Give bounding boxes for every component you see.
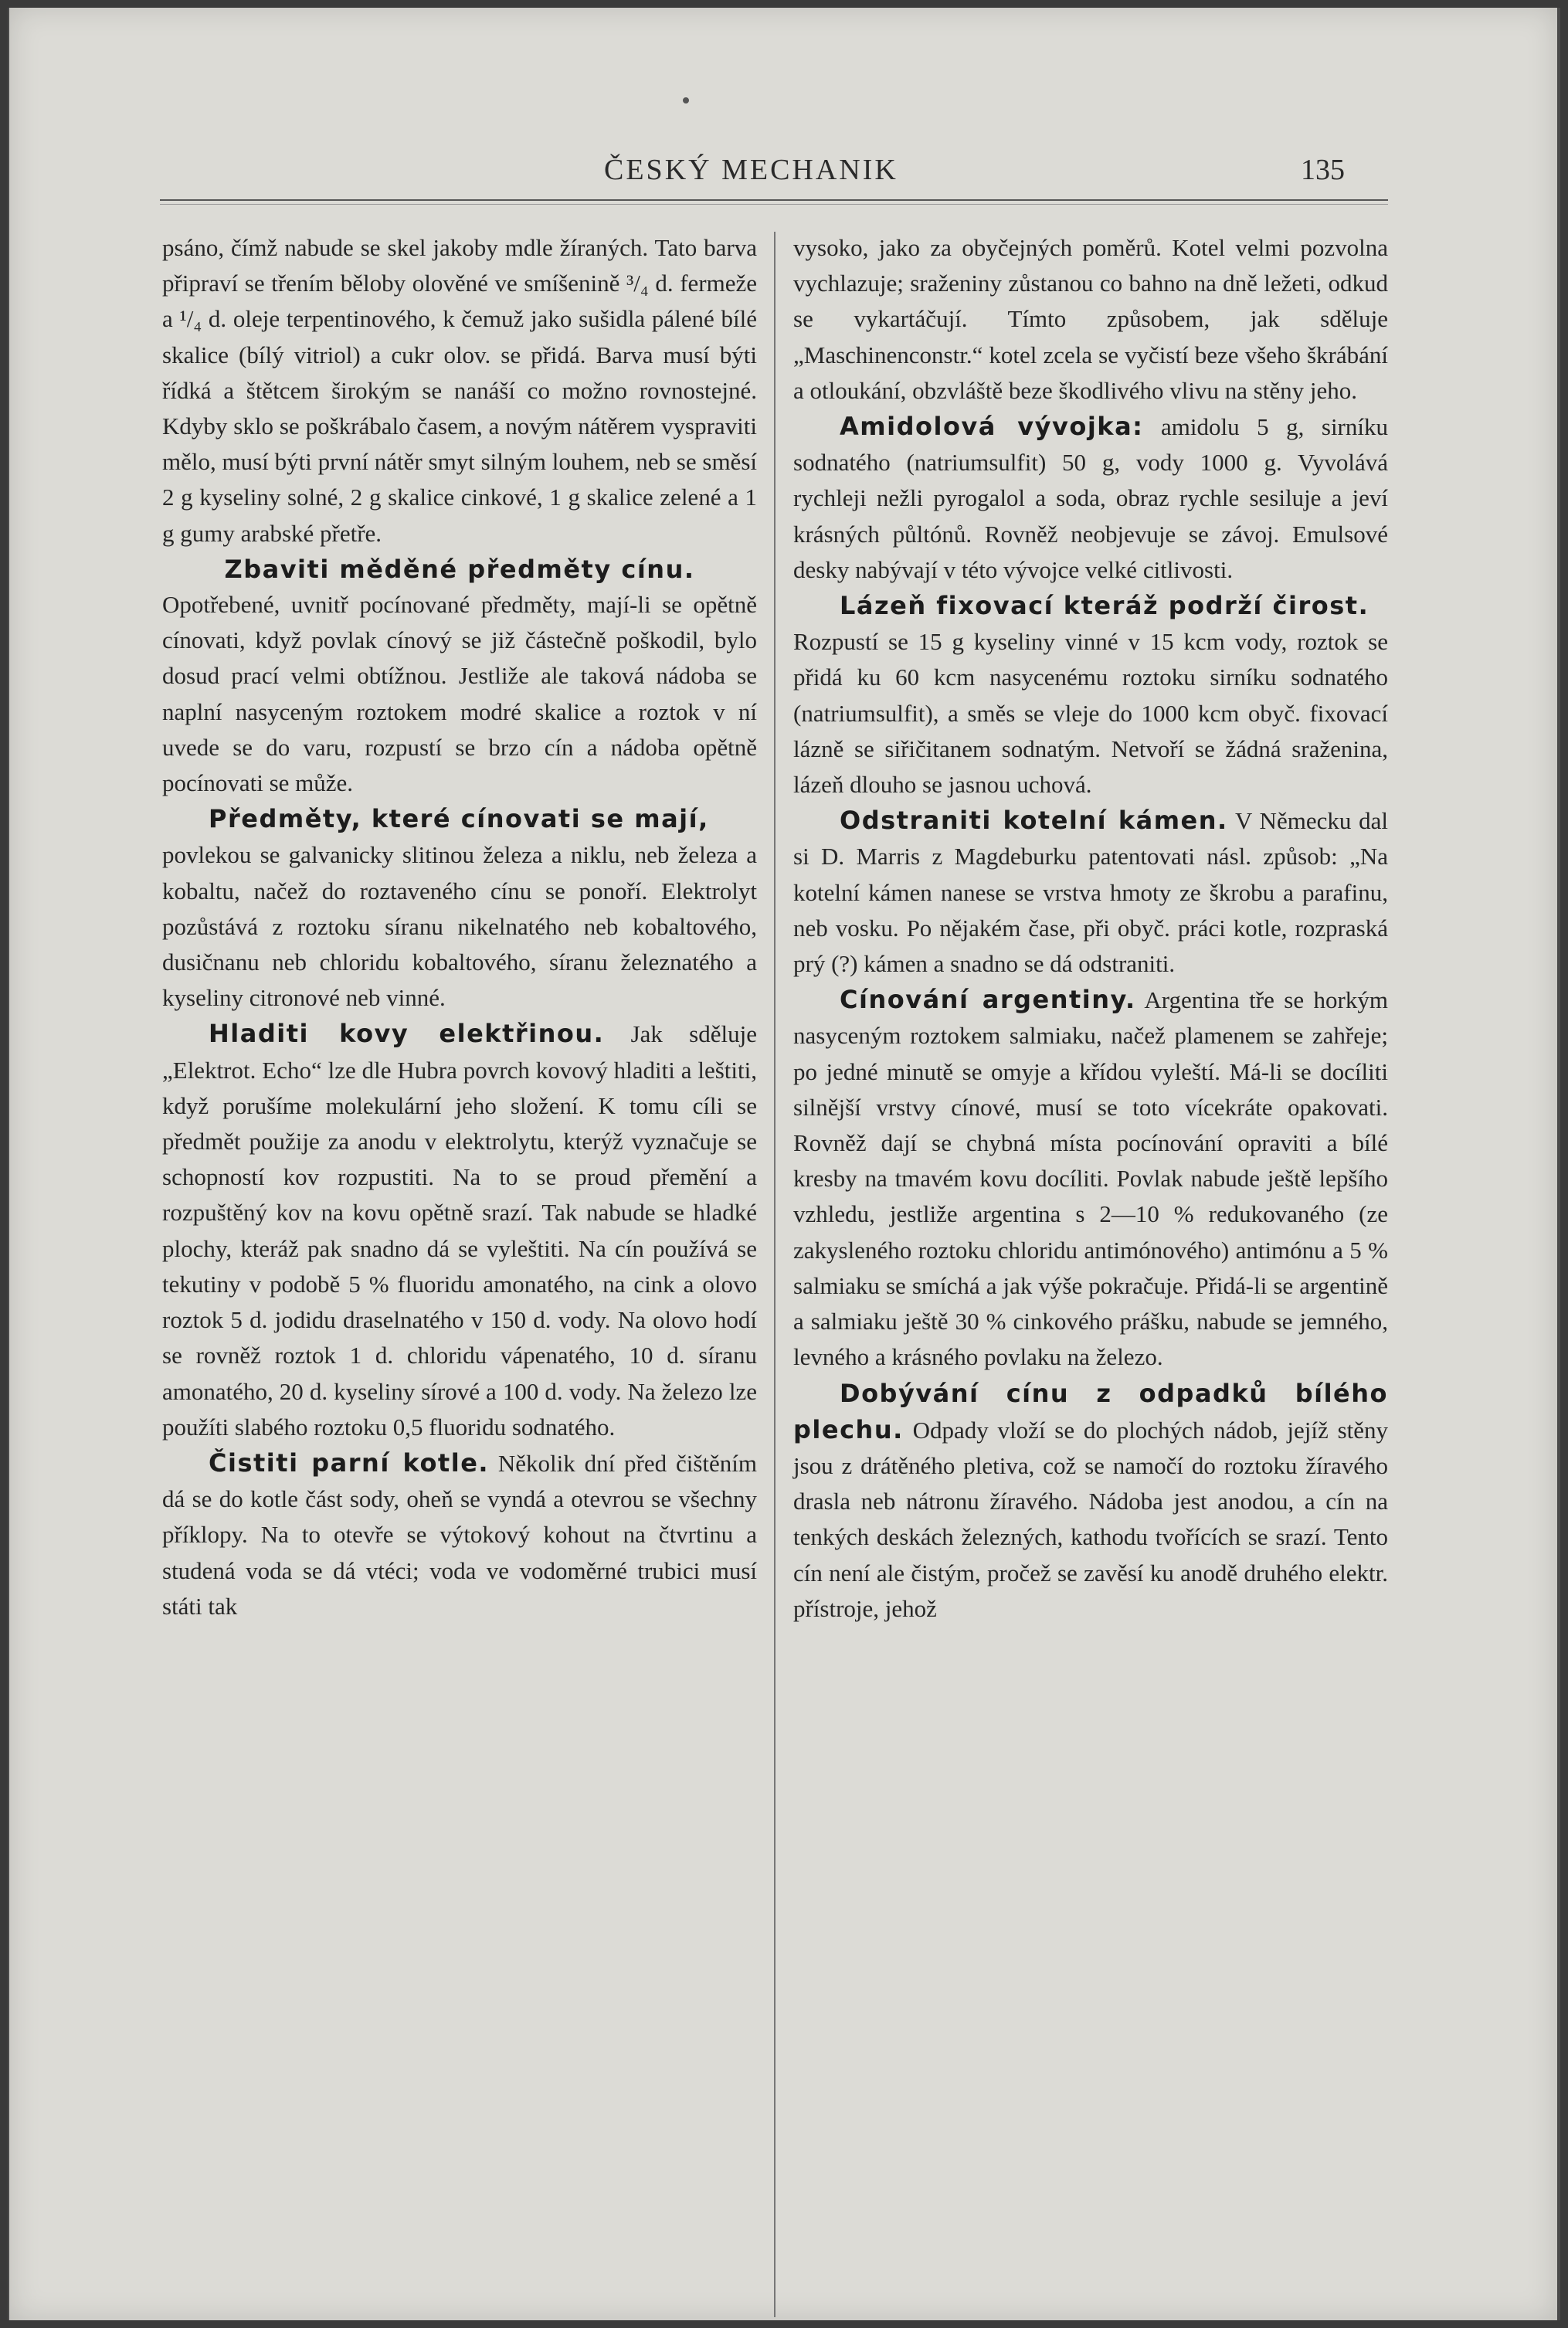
right-column bbox=[793, 230, 1388, 1627]
section-heading: Dobývání cínu z odpadků bílého plechu. bbox=[793, 1378, 1388, 1444]
section-heading: Odstraniti kotelní kámen. bbox=[840, 806, 1228, 836]
entry-paragraph bbox=[162, 1445, 757, 1624]
section-heading: Předměty, které cínovati se mají, bbox=[209, 804, 709, 834]
paragraph-text: Několik dní před čištěním dá se do kotle část sody, oheň se vyndá a otevrou se všechny příklopy. Na to otevře se výtokový kohout na čtvrtinu a studená voda se dá vtéci; voda ve vodoměrné trubici musí státi tak bbox=[162, 1449, 757, 1620]
section-heading: Čistiti parní kotle. bbox=[209, 1447, 490, 1478]
section-heading: Hladiti kovy elektřinou. bbox=[209, 1019, 605, 1049]
column-divider bbox=[774, 232, 776, 2317]
running-head: ČESKÝ MECHANIK bbox=[604, 154, 898, 186]
entry-paragraph bbox=[793, 1376, 1388, 1627]
section-heading: Lázeň fixovací kteráž podrží čirost. bbox=[840, 591, 1369, 621]
page-sheet bbox=[9, 6, 1557, 2322]
paragraph: vysoko, jako za obyčejných poměrů. Kotel velmi pozvolna vychlazuje; sraženiny zůstanou co bahno na dně ležeti, odkud se vykartáčují. Tímto způsobem, jak sděluje „Maschinenconstr.“ kotel zcela se vyčistí beze všeho škrábání a otloukání, obzvláště beze škodlivého vlivu na stěny jeho. bbox=[793, 234, 1388, 404]
entry-paragraph bbox=[793, 803, 1388, 982]
section-heading: Cínování argentiny. bbox=[840, 985, 1136, 1015]
entry-paragraph bbox=[162, 1016, 757, 1444]
left-column bbox=[162, 230, 757, 1624]
paragraph-text: Odpady vloží se do plochých nádob, jejíž stěny jsou z drátěného pletiva, což se namočí do roztoku žíravého drasla neb nátronu žíravého. Nádoba jest anodou, a cín na tenkých deskách železných, kathodu tvořících se srazí. Tento cín není ale čistým, pročež se zavěsí ku anodě druhého elektr. přístroje, jehož bbox=[793, 1416, 1389, 1622]
section-heading: Zbaviti měděné předměty cínu. bbox=[224, 554, 695, 584]
paragraph: povlekou se galvanicky slitinou železa a niklu, neb železa a kobaltu, načež do roztaveného cínu se ponoří. Elektrolyt pozůstává z roztoku síranu nikelnatého neb kobaltového, dusičnanu neb chloridu kobaltového, síranu železnatého a kyseliny citronové neb vinné. bbox=[162, 841, 757, 1012]
paragraph: Opotřebené, uvnitř pocínované předměty, mají-li se opětně cínovati, když povlak cínový se již částečně poškodil, bylo dosud prací velmi obtížnou. Jestliže ale taková nádoba se naplní nasyceným roztokem modré skalice a roztok v ní uvede se do varu, rozpustí se brzo cín a nádoba opětně pocínovati se může. bbox=[162, 591, 757, 797]
paragraph-text: amidolu 5 g, sirníku sodnatého (natriumsulfit) 50 g, vody 1000 g. Vyvolává rychleji nežli pyrogalol a soda, obraz rychle sesiluje a jeví krásných půltónů. Rovněž neobjevuje se závoj. Emulsové desky nabývají v této vývojce velké citlivosti. bbox=[793, 413, 1388, 583]
ink-dot bbox=[683, 97, 689, 104]
paragraph: psáno, čímž nabude se skel jakoby mdle žíraných. Tato barva připraví se třením běloby olověné ve smíšenině ³/₄ d. fermeže a ¹/₄ d. oleje terpentinového, k čemuž jako sušidla pálené bílé skalice (bílý vitriol) a cukr olov. se přidá. Barva musí býti řídká a štětcem širokým se nanáší co možno rovnostejné. Kdyby sklo se poškrábalo časem, a novým nátěrem vyspraviti mělo, musí býti první nátěr smyt silným louhem, neb se směsí 2 g kyseliny solné, 2 g skalice cinkové, 1 g skalice zelené a 1 g gumy arabské přetře. bbox=[162, 234, 757, 547]
paragraph-text: Argentina tře se horkým nasyceným roztokem salmiaku, načež plamenem se zahřeje; po jedné minutě se omyje a křídou vyleští. Má-li se docíliti silnější vrstvy cínové, musí se toto vícekráte opakovati. Rovněž dají se chybná místa pocínování opraviti a bílé kresby na tmavém kovu docíliti. Povlak nabude ještě lepšího vzhledu, jestliže argentina s 2—10 % redukovaného (ze zakysleného roztoku chloridu antimónového) antimónu a 5 % salmiaku se smíchá a jak výše pokračuje. Přidá-li se argentině a salmiaku ještě 30 % cinkového prášku, nabude se jemného, levného a krásného povlaku na železo. bbox=[793, 986, 1388, 1371]
entry-paragraph bbox=[793, 982, 1388, 1375]
paragraph-text: V Německu dal si D. Marris z Magdeburku patentovati násl. způsob: „Na kotelní kámen nanese se vrstva hmoty ze škrobu a parafinu, neb vosku. Po nějakém čase, při obyč. práci kotle, rozpraská prý (?) kámen a snadno se dá odstraniti. bbox=[793, 807, 1388, 978]
paragraph-text: Jak sděluje „Elektrot. Echo“ lze dle Hubra povrch kovový hladiti a leštiti, když porušíme molekulární jeho složení. K tomu cíli se předmět použije za anodu v elektrolytu, kterýž vyznačuje se schopností kov rozpustiti. Na to se proud přemění a rozpuštěný kov na kovu opětně srazí. Tak nabude se hladké plochy, kteráž pak snadno dá se vyleštiti. Na cín používá se tekutiny v podobě 5 % fluoridu amonatého, na cink a olovo roztok 5 d. jodidu draselnatého v 150 d. vody. Na olovo hodí se rovněž roztok 1 d. chloridu vápenatého, 10 d. síranu amonatého, 20 d. kyseliny sírové a 100 d. vody. Na železo lze použíti slabého roztoku 0,5 fluoridu sodnatého. bbox=[162, 1020, 757, 1441]
page-number: 135 bbox=[1301, 154, 1345, 186]
section-heading: Amidolová vývojka: bbox=[840, 412, 1144, 442]
paragraph: Rozpustí se 15 g kyseliny vinné v 15 kcm vody, roztok se přidá ku 60 kcm nasycenému roztoku sirníku sodnatého (natriumsulfit), a směs se vleje do 1000 kcm obyč. fixovací lázně se siřičitanem sodnatým. Netvoří se žádná sraženina, lázeň dlouho se jasnou uchová. bbox=[793, 628, 1388, 799]
header-rule bbox=[160, 199, 1388, 205]
entry-paragraph bbox=[793, 409, 1388, 588]
